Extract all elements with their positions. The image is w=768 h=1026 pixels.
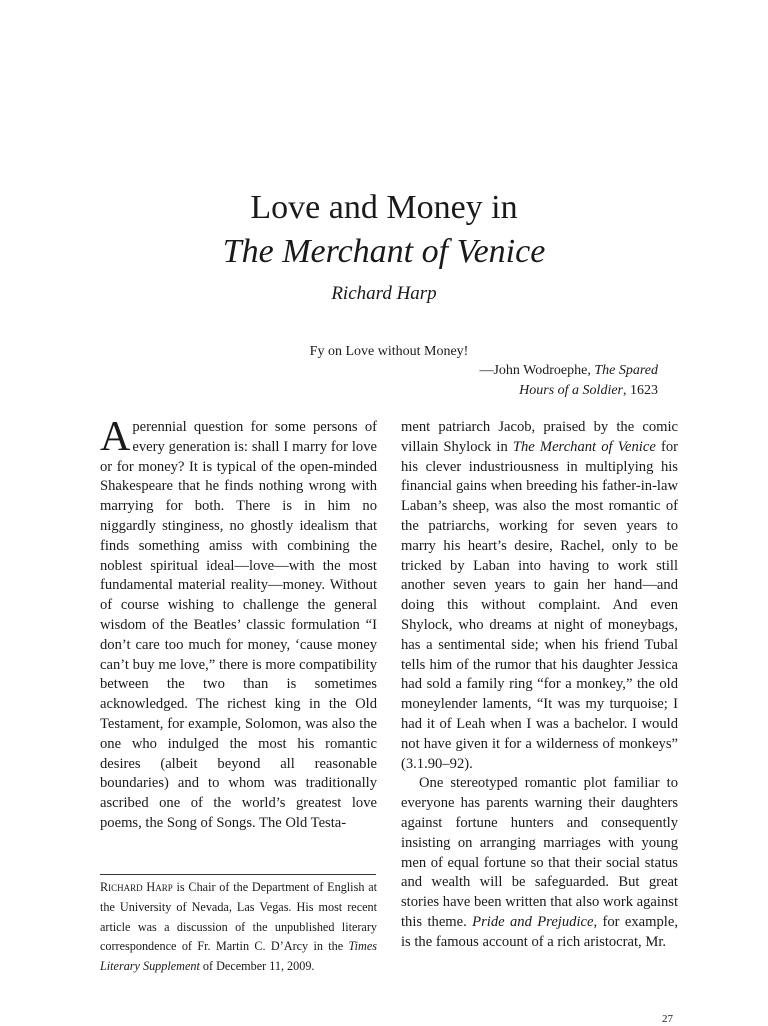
author-footnote: [100, 878, 377, 977]
play-title: The Merchant of Venice: [512, 438, 656, 455]
epigraph-attribution: [358, 361, 658, 401]
novel-title: Pride and Prejudice: [472, 913, 594, 930]
footnote-text: of December 11, 2009.: [199, 959, 315, 974]
body-text: for his clever industriousness in multiplying his financial gains when breeding his father-in-law Laban’s sheep, was also the most romantic of the patriarchs, working for seven years to marry his heart’s desire, Rachel, only to be tricked by Laban into having to work still another seven years to gain her hand—and doing this without complaint. And even Shylock, who dreams at night of moneybags, has a sentimental side; when his friend Tubal tells him of the rumor that his daughter Jessica had sold a family ring “for a monkey,” the old moneylender laments, “It was my turquoise; I had it of Leah when I was a bachelor. I would not have given it for a wilderness of monkeys” (3.1.90–92).: [401, 438, 678, 772]
body-paragraph: [401, 418, 678, 774]
epigraph-work-title: The Spared: [594, 363, 658, 378]
epigraph-attribution-prefix: —John Wodroephe,: [479, 363, 595, 378]
body-paragraph: [100, 414, 377, 834]
footnote-text: is Chair of the Department of English at the University of Nevada, Las Vegas. His most recent article was a discussion of the unpublished literary correspondence of Fr. Martin C. D’Arcy in the: [100, 880, 377, 954]
body-paragraph: [401, 774, 678, 952]
body-text: One stereotyped romantic plot familiar to everyone has parents warning their daughters against fortune hunters and consequently insisting on arranging marriages with young men of equal fortune so that their social status and wealth will be safeguarded. But great stories have been written that also work against this theme.: [401, 775, 678, 930]
body-column-left: [100, 414, 377, 834]
epigraph-text: Fy on Love without Money!: [309, 344, 469, 359]
epigraph-work-title-cont: Hours of a Soldier: [519, 383, 623, 398]
article-title: Love and Money in: [250, 189, 518, 226]
footnote-divider: [100, 874, 376, 875]
publication-title: Times Literary Supplement: [100, 939, 377, 974]
article-author: Richard Harp: [331, 283, 437, 304]
epigraph-year: , 1623: [623, 383, 658, 398]
body-column-right: [401, 418, 678, 953]
body-text: perennial question for some persons of every generation is: shall I marry for love or for money? It is typical of the open-minded Shakespeare that he finds nothing wrong with marrying for both. There is in him no niggardly stinginess, no ghostly idealism that finds something amiss with combining the noblest spiritual ideal—love—with the most fundamental material reality—money. Without of course wishing to challenge the general wisdom of the Beatles’ classic formulation “I don’t care too much for money, ‘cause money can’t buy me love,” there is more compatibility between the two than is sometimes acknowledged. The richest king in the Old Testament, for example, Solomon, was also the one who indulged the most his romantic desires (albeit beyond all reasonable boundaries) and to whom was traditionally ascribed one of the world’s greatest love poems, the Song of Songs. The Old Testa-: [100, 419, 377, 831]
footnote-author-name: Richard Harp: [100, 880, 173, 894]
body-text: ment patriarch Jacob, praised by the comic villain Shylock in: [401, 419, 678, 455]
article-title-italic: The Merchant of Venice: [222, 233, 546, 270]
drop-cap: A: [100, 414, 131, 460]
page-number: 27: [662, 1013, 673, 1025]
body-text: , for example, is the famous account of a rich aristocrat, Mr.: [401, 913, 678, 950]
